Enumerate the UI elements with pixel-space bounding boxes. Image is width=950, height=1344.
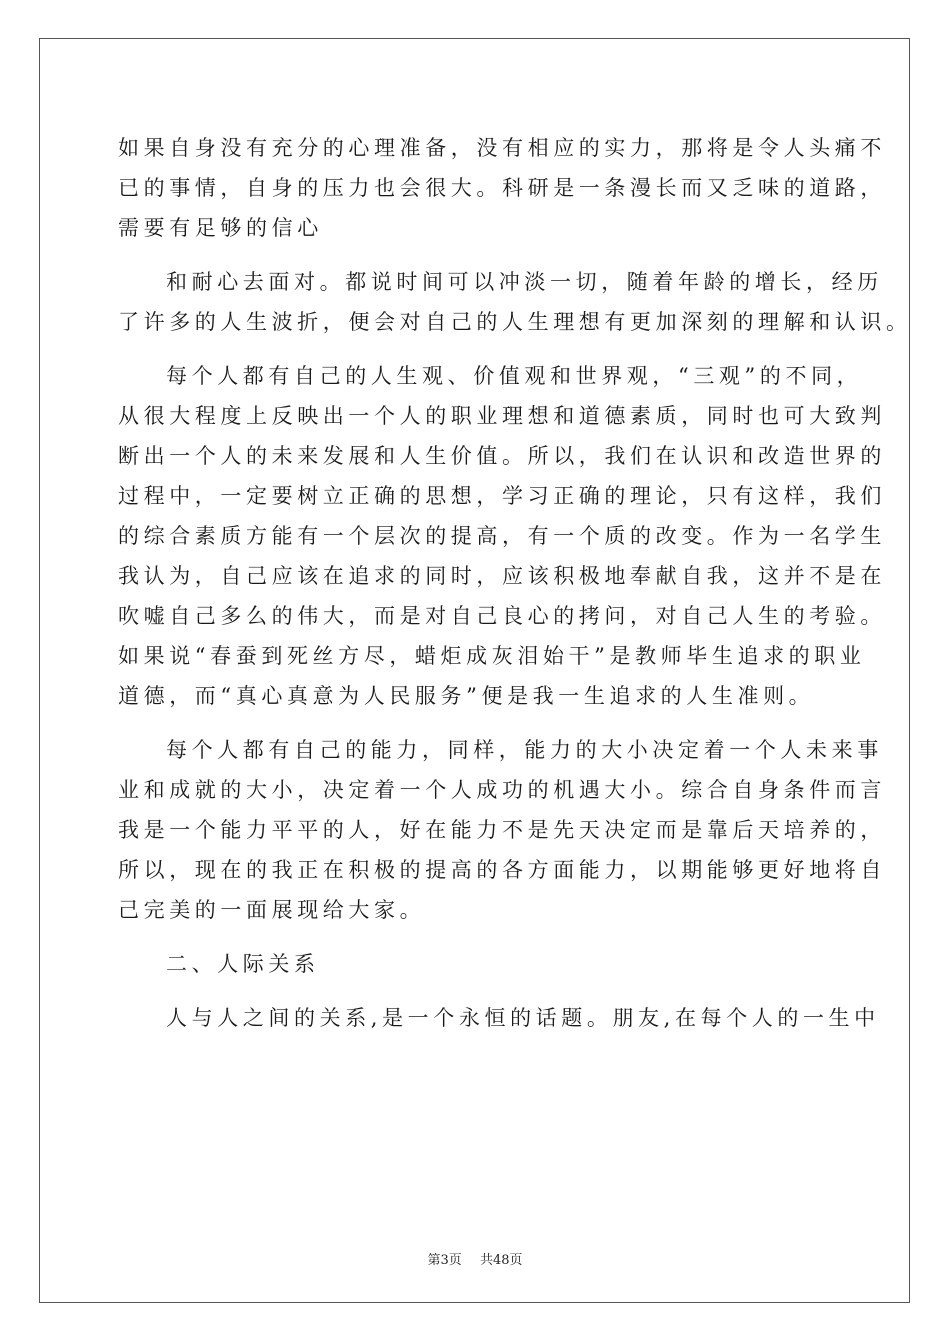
document-body [118,128,912,1038]
text-line: 和耐心去面对。都说时间可以冲淡一切，随着年龄的增长，经历 [166,270,883,294]
paragraph [118,262,912,342]
text-line: 如果说“春蚕到死丝方尽，蜡炬成灰泪始干”是教师毕生追求的职业 [118,644,866,668]
text-line: 过程中，一定要树立正确的思想，学习正确的理论，只有这样，我们 [118,484,886,508]
text-line: 已的事情，自身的压力也会很大。科研是一条漫长而又乏味的道路， [118,176,886,200]
text-line: 断出一个人的未来发展和人生价值。所以，我们在认识和改造世界的 [118,444,886,468]
page-total: 共48页 [479,1253,523,1268]
text-line: 需要有足够的信心 [118,216,323,240]
paragraph [118,356,886,716]
text-line: 业和成就的大小，决定着一个人成功的机遇大小。综合自身条件而言 [118,778,886,802]
text-line: 人与人之间的关系,是一个永恒的话题。朋友,在每个人的一生中 [166,1006,880,1030]
text-line: 的综合素质方能有一个层次的提高，有一个质的改变。作为一名学生 [118,524,886,548]
text-line: 所以，现在的我正在积极的提高的各方面能力，以期能够更好地将自 [118,858,886,882]
text-line: 我认为，自己应该在追求的同时，应该积极地奉献自我，这并不是在 [118,564,886,588]
page-footer [0,1249,950,1268]
text-line: 己完美的一面展现给大家。 [118,898,426,922]
text-line: 如果自身没有充分的心理准备，没有相应的实力，那将是令人头痛不 [118,136,886,160]
paragraph-gap [118,984,838,998]
paragraph-gap [118,342,838,356]
paragraph-gap [118,930,838,944]
text-line: 了许多的人生波折，便会对自己的人生理想有更加深刻的理解和认识。 [118,310,912,334]
text-line: 二、人际关系 [166,952,320,976]
paragraph [118,730,886,930]
text-line: 吹嘘自己多么的伟大，而是对自己良心的拷问，对自己人生的考验。 [118,604,886,628]
text-line: 每个人都有自己的能力，同样，能力的大小决定着一个人未来事 [166,738,883,762]
page-number: 第3页 [427,1253,462,1268]
text-line: 每个人都有自己的人生观、价值观和世界观，“三观”的不同， [166,364,863,388]
paragraph [118,998,880,1038]
paragraph [118,128,886,248]
text-line: 道德，而“真心真意为人民服务”便是我一生追求的人生准则。 [118,684,815,708]
paragraph-gap [118,248,838,262]
text-line: 我是一个能力平平的人，好在能力不是先天决定而是靠后天培养的， [118,818,886,842]
text-line: 从很大程度上反映出一个人的职业理想和道德素质，同时也可大致判 [118,404,886,428]
paragraph-gap [118,716,838,730]
paragraph [118,944,838,984]
